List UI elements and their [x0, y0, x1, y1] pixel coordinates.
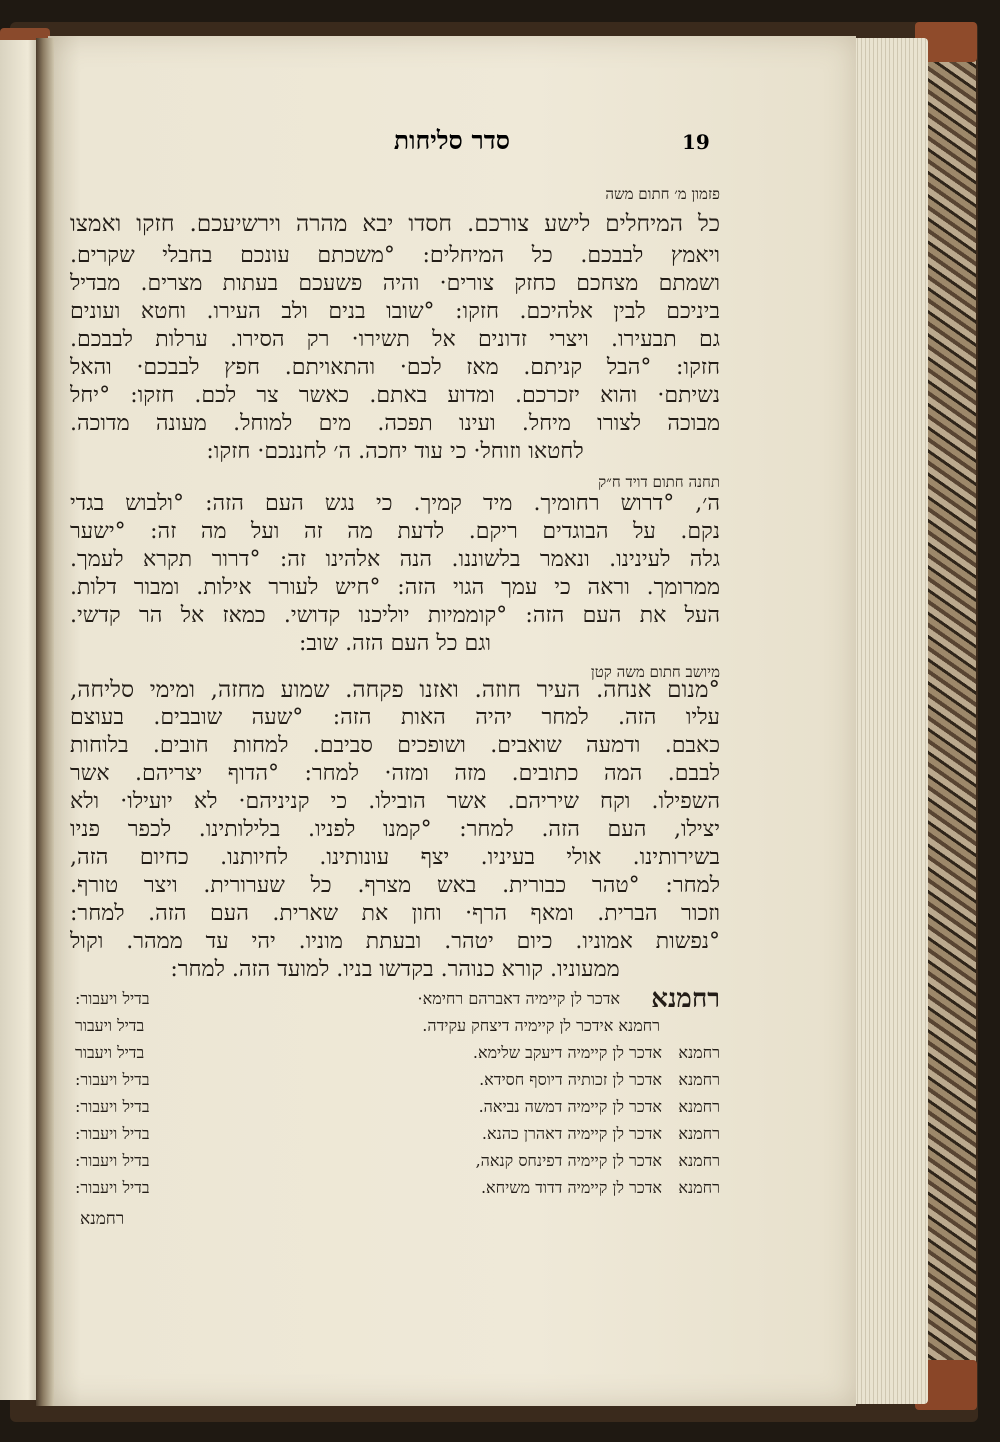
text-line: השפילו. וקח שיריהם. אשר הובילו. כי קניניהם· לא יועילו· ולא	[70, 789, 720, 814]
text-line: וזכור הברית. ומאף הרף· וחון את שארית. העם הזה. למחר:	[70, 901, 720, 926]
text-line: גם תבעירו. ויצרי זדונים אל תשירו· רק הסירו. ערלות לבבכם.	[70, 327, 720, 352]
running-head	[70, 126, 720, 166]
refrain-line	[70, 1013, 720, 1039]
refrain-line	[70, 1067, 720, 1093]
facing-page-edge	[0, 40, 40, 1400]
refrain-line	[70, 1094, 720, 1120]
refrain-text: אדכר לן זכותיה דיוסף חסידא.	[479, 1070, 662, 1089]
section-heading: מיושב חתום משה קטן	[590, 663, 720, 681]
refrain-text: אדכר לן קיימיה דאהרן כהנא.	[481, 1124, 662, 1143]
refrain-text: אדכר לן קיימיה דאברהם רחימא·	[417, 989, 620, 1008]
section-closing-line: וגם כל העם הזה. שוב:	[298, 631, 492, 656]
refrain-lead: רחמנא	[678, 1151, 720, 1170]
text-line: ה׳, °דרוש רחומיך. מיד קמיך. כי נגש העם הזה: °ולבוש בגדי	[70, 491, 720, 516]
section-heading: פזמון מ׳ חתום משה	[605, 185, 720, 203]
refrain-lead: רחמנא	[678, 1097, 720, 1116]
text-line: ביניכם לבין אלהיכם. חזקו: °שובו בנים ולב העירו. וחטא ועונים	[70, 299, 720, 324]
refrain-end: בדיל ויעבור	[75, 1043, 145, 1062]
refrain-end: בדיל ויעבור:	[75, 1070, 150, 1089]
page-stack-edges	[850, 38, 928, 1404]
refrain-lead: רחמנא	[678, 1124, 720, 1143]
catchword: רחמנא	[80, 1209, 125, 1229]
section-heading: תחנה חתום דויד ח״ק	[598, 473, 720, 491]
text-line: כאבם. ודמעה שואבים. ושופכים סביבם. למחות חובים. בלוחות	[70, 733, 720, 758]
refrain-end: בדיל ויעבור:	[75, 1124, 150, 1143]
refrain-line	[70, 1175, 720, 1201]
book-gutter	[36, 38, 54, 1406]
text-line: למחר: °טהר כבורית. באש מצרף. כל שערורית. ויצר טורף.	[70, 873, 720, 898]
text-line: ושמתם מצחכם כחזק צורים· והיה פשעכם בעתות מצרים. מבדיל	[70, 271, 720, 296]
text-line: ממרומך. וראה כי עמך הגוי הזה: °חיש לעורר אילות. ומבור דלות.	[70, 575, 720, 600]
text-line: חזקו: °הבל קניתם. מאז לכם· והתאויתם. חפץ לבבכם· והאל	[70, 355, 720, 380]
text-line: בשירותינו. אולי בעיניו. יצף עונותינו. לחיותנו. כחיום הזה,	[70, 845, 720, 870]
refrain-end: בדיל ויעבור:	[75, 989, 150, 1008]
text-line: גלה לעינינו. ונאמר בלשוננו. הנה אלהינו זה: °דרור תקרא לעמך.	[70, 547, 720, 572]
text-line: כל המיחלים לישע צורכם. חסדו יבא מהרה וירשיעכם. חזקו ואמצו	[70, 211, 720, 237]
refrain-end: בדיל ויעבור:	[75, 1151, 150, 1170]
refrain-lead: רחמנא	[651, 984, 720, 1014]
refrain-lead: רחמנא	[678, 1178, 720, 1197]
refrain-end: בדיל ויעבור	[75, 1016, 145, 1035]
text-line: יצילו, העם הזה. למחר: °קמנו לפניו. בלילותינו. לכפר פניו	[70, 817, 720, 842]
text-line: ויאמץ לבבכם. כל המיחלים: °משכתם עונכם בחבלי שקרים.	[70, 243, 720, 268]
text-line: נשיתם· והוא יזכרכם. ומדוע באתם. כאשר צר לכם. חזקו: °יחל	[70, 383, 720, 408]
catchword-line	[70, 1206, 720, 1232]
text-line: העל את העם הזה: °קוממיות יוליכנו קדושי. כמאז אל הר קדשי.	[70, 603, 720, 628]
text-line: °מנום אנחה. העיר חוזה. ואזנו פקחה. שמוע מחזה, ומימי סליחה,	[70, 677, 720, 703]
refrain-text: אדכר לן קיימיה דדוד משיחא.	[480, 1178, 662, 1197]
refrain-line	[70, 1040, 720, 1066]
text-line: נקם. על הבוגדים ריקם. לדעת מה זה ועל מה זה: °ישער	[70, 519, 720, 544]
text-line: °נפשות אמוניו. כיום יטהר. ובעתת מוניו. יהי עד ממהר. וקול	[70, 929, 720, 954]
page-title: סדר סליחות	[393, 126, 510, 155]
refrain-line	[70, 1121, 720, 1147]
refrain-end: בדיל ויעבור:	[75, 1097, 150, 1116]
text-line: עליו הזה. למחר יהיה האות הזה: °שעה שובבים. בעוצם	[70, 705, 720, 730]
refrain-lead: רחמנא	[678, 1070, 720, 1089]
refrain-end: בדיל ויעבור:	[75, 1178, 150, 1197]
refrain-line	[70, 1148, 720, 1174]
refrain-text: אדכר לן קיימיה דפינחס קנאה,	[475, 1151, 662, 1170]
refrain-lead: רחמנא	[678, 1043, 720, 1062]
refrain-text: רחמנא אידכר לן קיימיה דיצחק עקידה.	[422, 1016, 660, 1035]
refrain-line	[70, 986, 720, 1012]
marbled-edge	[928, 40, 976, 1400]
page-number: 19	[682, 130, 710, 154]
text-line: מבוכה לצורו מיחל. ועינו תפכה. מים למוחל. מעונה מדוכה.	[70, 411, 720, 436]
refrain-text: אדכר לן קיימיה דמשה נביאה.	[478, 1097, 662, 1116]
text-line: לבבם. המה כתובים. מזה ומזה· למחר: °הדוף יצריהם. אשר	[70, 761, 720, 786]
section-closing-line: ממעוניו. קורא כנוהר. בקדשו בניו. למועד הזה. למחר:	[170, 957, 620, 982]
refrain-text: אדכר לן קיימיה דיעקב שלימא.	[472, 1043, 662, 1062]
section-closing-line: לחטאו וזוחל· כי עוד יחכה. ה׳ לחננכם· חזקו:	[206, 439, 584, 464]
